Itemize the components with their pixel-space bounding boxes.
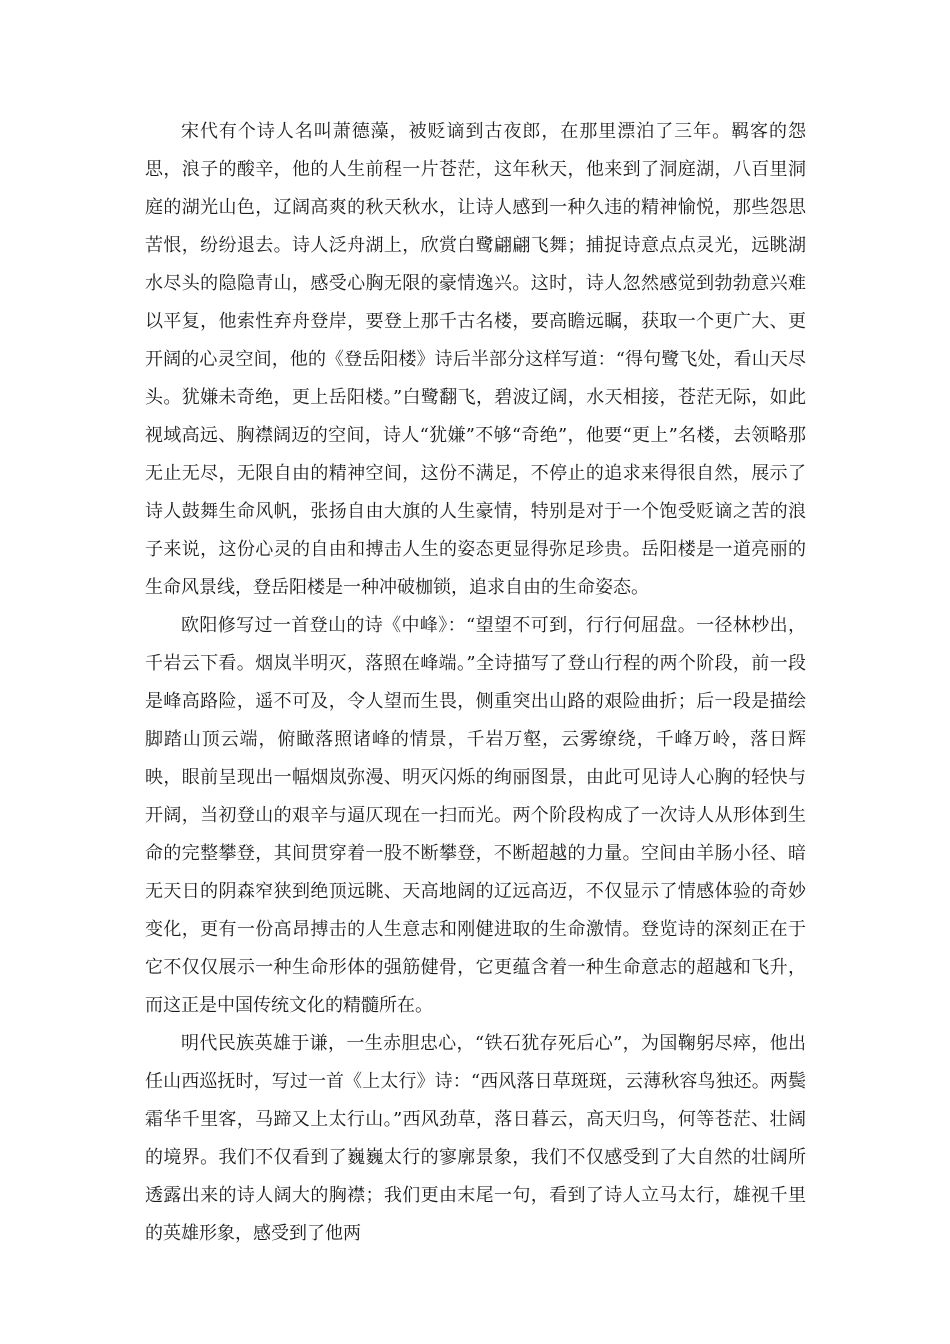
paragraph-2: 欧阳修写过一首登山的诗《中峰》：“望望不可到，行行何屈盘。一径林杪出，千岩云下看。烟岚半明灭，落照在峰端。”全诗描写了登山行程的两个阶段，前一段是峰高路险，遥不可及，令人望而生畏，侧重突出山路的艰险曲折；后一段是描绘脚踏山顶云端，俯瞰落照诸峰的情景，千岩万壑，云雾缭绕，千峰万岭，落日辉映，眼前呈现出一幅烟岚弥漫、明灭闪烁的绚丽图景，由此可见诗人心胸的轻快与开阔，当初登山的艰辛与逼仄现在一扫而光。两个阶段构成了一次诗人从形体到生命的完整攀登，其间贯穿着一股不断攀登，不断超越的力量。空间由羊肠小径、暗无天日的阴森窄狭到绝顶远眺、天高地阔的辽远高迈，不仅显示了情感体验的奇妙变化，更有一份高昂搏击的人生意志和刚健进取的生命激情。登览诗的深刻正在于它不仅仅展示一种生命形体的强筋健骨，它更蕴含着一种生命意志的超越和飞升，而这正是中国传统文化的精髓所在。 bbox=[145, 615, 806, 1016]
paragraph-3: 明代民族英雄于谦，一生赤胆忠心，“铁石犹存死后心”，为国鞠躬尽瘁，他出任山西巡抚时，写过一首《上太行》诗：“西风落日草斑斑，云薄秋容鸟独还。两鬓霜华千里客，马蹄又上太行山。”西风劲草，落日暮云，高天归鸟，何等苍茫、壮阔的境界。我们不仅看到了巍巍太行的寥廓景象，我们不仅感受到了大自然的壮阔所透露出来的诗人阔大的胸襟；我们更由末尾一句，看到了诗人立马太行，雄视千里的英雄形象，感受到了他两 bbox=[145, 1033, 806, 1244]
article-body bbox=[145, 113, 806, 1253]
paragraph-1: 宋代有个诗人名叫萧德藻，被贬谪到古夜郎，在那里漂泊了三年。羁客的怨思，浪子的酸辛，他的人生前程一片苍茫，这年秋天，他来到了洞庭湖，八百里洞庭的湖光山色，辽阔高爽的秋天秋水，让诗人感到一种久违的精神愉悦，那些怨思苦恨，纷纷退去。诗人泛舟湖上，欣赏白鹭翩翩飞舞；捕捉诗意点点灵光，远眺湖水尽头的隐隐青山，感受心胸无限的豪情逸兴。这时，诗人忽然感觉到勃勃意兴难以平复，他索性弃舟登岸，要登上那千古名楼，要高瞻远瞩，获取一个更广大、更开阔的心灵空间，他的《登岳阳楼》诗后半部分这样写道：“得句鹭飞处，看山天尽头。犹嫌未奇绝，更上岳阳楼。”白鹭翻飞，碧波辽阔，水天相接，苍茫无际，如此视域高远、胸襟阔迈的空间，诗人“犹嫌”不够“奇绝”，他要“更上”名楼，去领略那无止无尽，无限自由的精神空间，这份不满足，不停止的追求来得很自然，展示了诗人鼓舞生命风帆，张扬自由大旗的人生豪情，特别是对于一个饱受贬谪之苦的浪子来说，这份心灵的自由和搏击人生的姿态更显得弥足珍贵。岳阳楼是一道亮丽的生命风景线，登岳阳楼是一种冲破枷锁，追求自由的生命姿态。 bbox=[145, 121, 806, 598]
